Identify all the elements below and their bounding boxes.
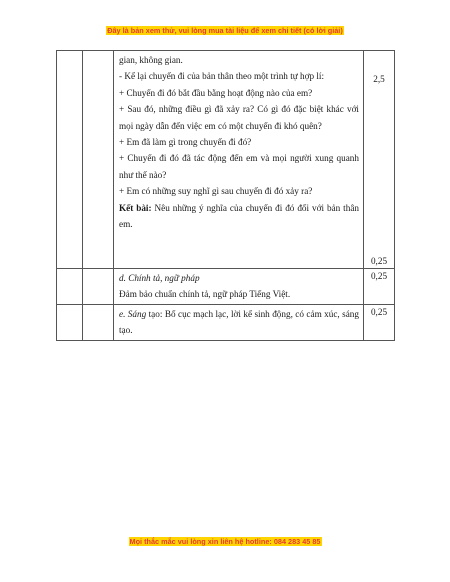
empty-cell bbox=[57, 304, 83, 340]
content-line: + Em có những suy nghĩ gì sau chuyến đi đó xảy ra? bbox=[119, 186, 313, 197]
content-line: + Sau đó, những điều gì đã xảy ra? Có gì đó đặc biệt khác với mọi ngày dẫn đến việc em có một chuyến đi khó quên? bbox=[119, 104, 359, 131]
criteria-heading: d. Chính tả, ngữ pháp bbox=[119, 273, 200, 283]
empty-cell bbox=[57, 269, 83, 305]
table-row bbox=[57, 304, 395, 340]
score-cell bbox=[364, 51, 395, 269]
content-line: - Kể lại chuyến đi của bản thân theo một trình tự hợp lí: bbox=[119, 71, 325, 82]
empty-cell bbox=[83, 51, 114, 269]
grading-table bbox=[56, 50, 395, 341]
hotline-text: Mọi thắc mắc vui lòng xin liên hệ hotline: 084 283 45 85 bbox=[129, 537, 321, 546]
conclusion-label: Kết bài: bbox=[119, 202, 152, 213]
criteria-text: Đảm bảo chuẩn chính tả, ngữ pháp Tiếng Việt. bbox=[119, 289, 291, 300]
empty-cell bbox=[83, 269, 114, 305]
content-line: + Chuyến đi đó đã tác động đến em và mọi người xung quanh như thế nào? bbox=[119, 153, 359, 180]
content-line: + Em đã làm gì trong chuyến đi đó? bbox=[119, 137, 252, 148]
criteria-description: tạo: Bố cục mạch lạc, lời kể sinh động, có cảm xúc, sáng tạo. bbox=[119, 308, 359, 336]
table-row bbox=[57, 51, 395, 269]
conclusion-line bbox=[119, 200, 359, 233]
score-value: 0,25 bbox=[370, 271, 388, 281]
score-value: 0,25 bbox=[370, 306, 388, 317]
hotline-banner bbox=[0, 537, 450, 546]
table-row bbox=[57, 269, 395, 305]
conclusion-text: Nêu những ý nghĩa của chuyến đi đó đối với bản thân em. bbox=[119, 202, 359, 230]
preview-notice-banner bbox=[0, 26, 450, 35]
criteria-text bbox=[119, 306, 359, 339]
criteria-cell bbox=[114, 269, 364, 305]
score-value: 0,25 bbox=[370, 256, 388, 266]
score-cell bbox=[364, 269, 395, 305]
score-cell bbox=[364, 304, 395, 340]
criteria-heading: e. Sáng bbox=[119, 308, 147, 319]
criteria-cell bbox=[114, 51, 364, 269]
content-line: gian, không gian. bbox=[119, 55, 183, 65]
score-value: 2,5 bbox=[373, 74, 385, 84]
content-line: + Chuyến đi đó bắt đầu bằng hoạt động nào của em? bbox=[119, 87, 313, 98]
empty-cell bbox=[83, 304, 114, 340]
empty-cell bbox=[57, 51, 83, 269]
criteria-cell bbox=[114, 304, 364, 340]
preview-notice-text: Đây là bản xem thử, vui lòng mua tài liệu để xem chi tiết (có lời giải) bbox=[107, 26, 343, 35]
